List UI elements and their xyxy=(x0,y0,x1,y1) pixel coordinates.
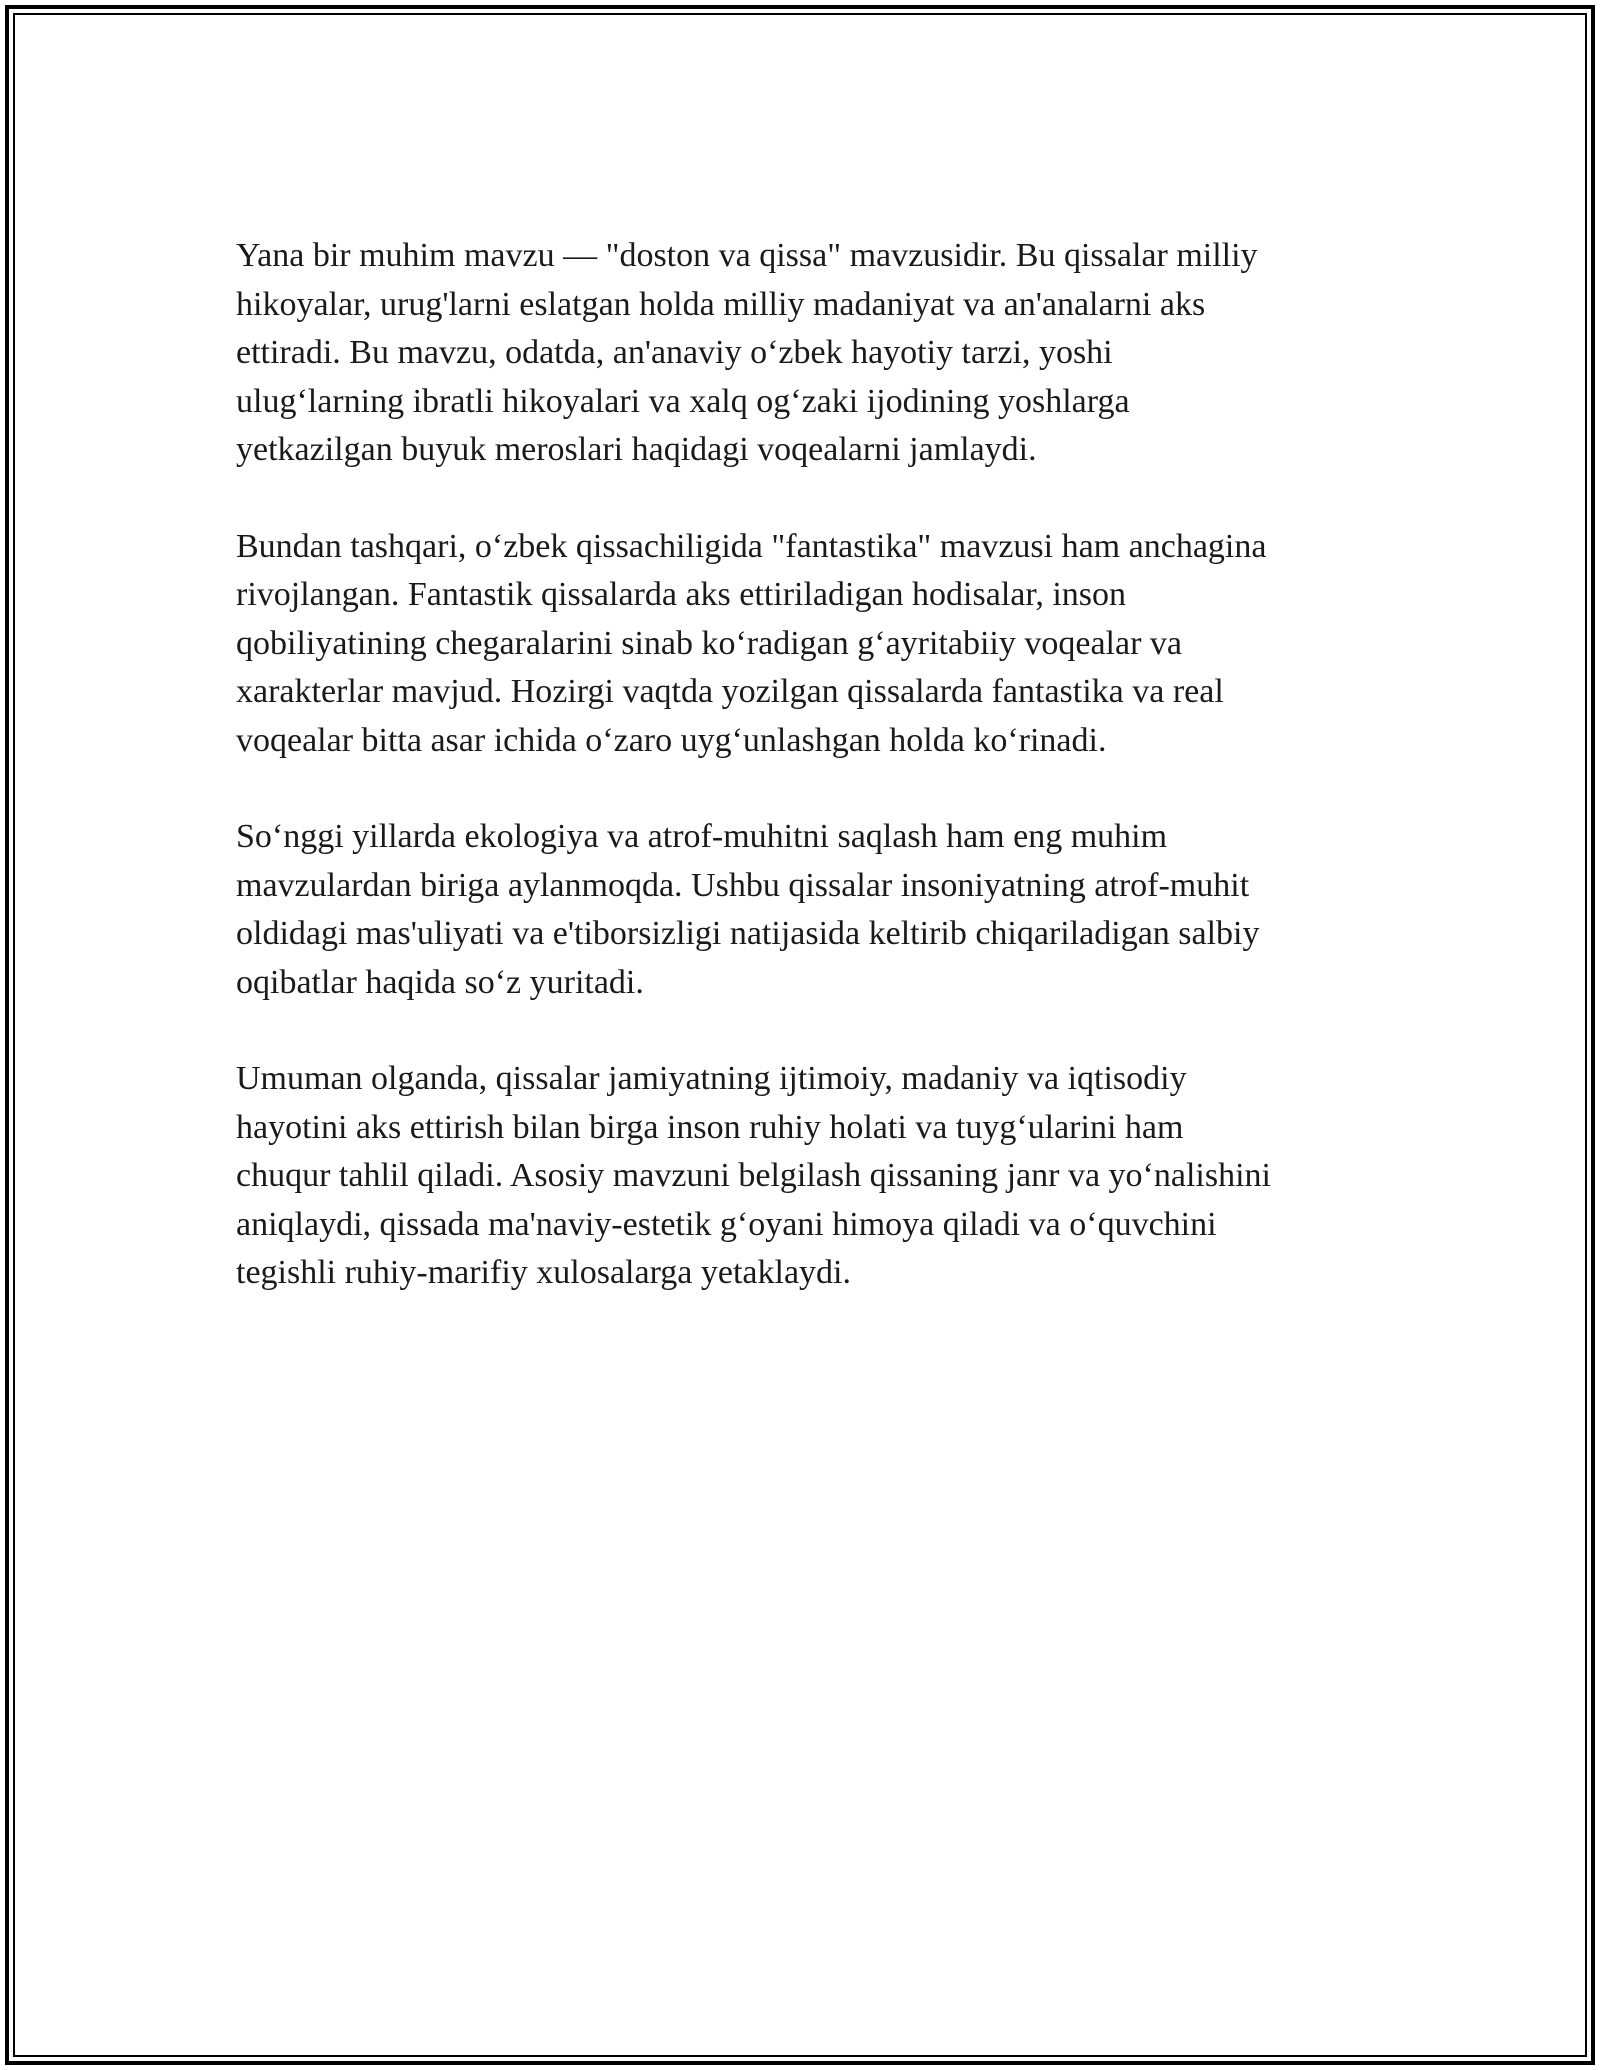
paragraph-line: tegishli ruhiy-marifiy xulosalarga yetaklaydi. xyxy=(236,1254,851,1291)
paragraph-line: rivojlangan. Fantastik qissalarda aks ettiriladigan hodisalar, inson xyxy=(236,576,1126,613)
paragraph-line: Bundan tashqari, o‘zbek qissachiligida "fantastika" mavzusi ham anchagina xyxy=(236,527,1267,565)
paragraph-line: qobiliyatining chegaralarini sinab ko‘radigan g‘ayritabiiy voqealar va xyxy=(236,624,1182,662)
paragraph-line: chuqur tahlil qiladi. Asosiy mavzuni belgilash qissaning janr va yo‘nalishini xyxy=(236,1157,1271,1194)
paragraph-line: oldidagi mas'uliyati va e'tiborsizligi natijasida keltirib chiqariladigan salbiy xyxy=(236,915,1260,952)
paragraph-line: hikoyalar, urug'larni eslatgan holda milliy madaniyat va an'analarni aks xyxy=(236,285,1206,323)
paragraph-doston-va-qissa xyxy=(236,232,1366,475)
paragraph-fantastika xyxy=(236,523,1366,766)
paragraph-line: voqealar bitta asar ichida o‘zaro uyg‘unlashgan holda ko‘rinadi. xyxy=(236,721,1107,759)
paragraph-line: oqibatlar haqida so‘z yuritadi. xyxy=(236,963,644,1001)
paragraph-line: Umuman olganda, qissalar jamiyatning ijtimoiy, madaniy va iqtisodiy xyxy=(236,1060,1187,1097)
paragraph-line: yetkazilgan buyuk meroslari haqidagi voqealarni jamlaydi. xyxy=(236,431,1037,468)
paragraph-umuman-olganda xyxy=(236,1055,1366,1298)
paragraph-line: So‘nggi yillarda ekologiya va atrof-muhitni saqlash ham eng muhim xyxy=(236,818,1168,855)
paragraph-line: ettiradi. Bu mavzu, odatda, an'anaviy o‘zbek hayotiy tarzi, yoshi xyxy=(236,334,1113,371)
paragraph-line: mavzulardan biriga aylanmoqda. Ushbu qissalar insoniyatning atrof-muhit xyxy=(236,866,1250,904)
document-body xyxy=(236,232,1366,1346)
paragraph-line: ulug‘larning ibratli hikoyalari va xalq og‘zaki ijodining yoshlarga xyxy=(236,382,1130,420)
paragraph-ekologiya xyxy=(236,813,1366,1007)
paragraph-line: hayotini aks ettirish bilan birga inson ruhiy holati va tuyg‘ularini ham xyxy=(236,1108,1184,1146)
paragraph-line: xarakterlar mavjud. Hozirgi vaqtda yozilgan qissalarda fantastika va real xyxy=(236,673,1224,710)
paragraph-line: Yana bir muhim mavzu — "doston va qissa" mavzusidir. Bu qissalar milliy xyxy=(236,237,1258,274)
paragraph-line: aniqlaydi, qissada ma'naviy-estetik g‘oyani himoya qiladi va o‘quvchini xyxy=(236,1205,1217,1243)
